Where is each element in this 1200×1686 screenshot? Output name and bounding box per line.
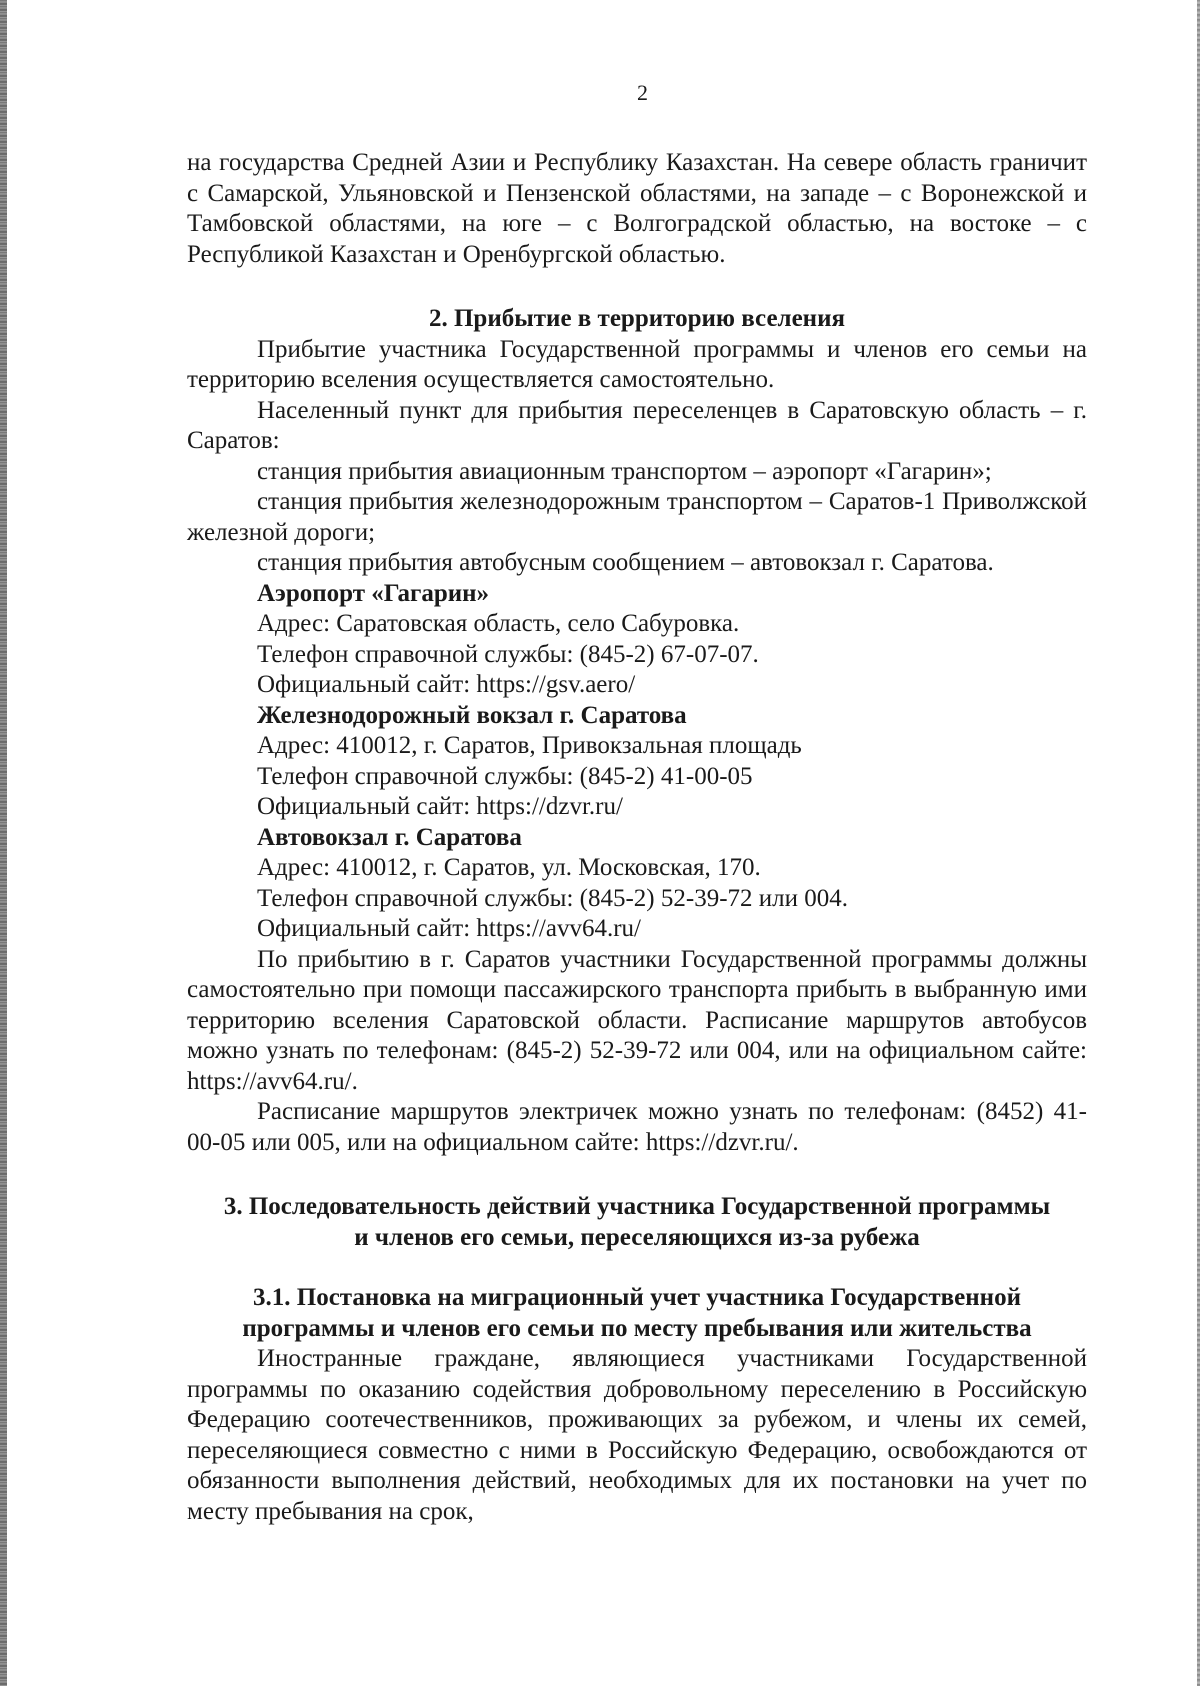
- section-2-paragraph-2: Населенный пункт для прибытия переселенцев в Саратовскую область – г. Саратов:: [187, 396, 1087, 454]
- section-2-heading: 2. Прибытие в территорию вселения: [428, 305, 845, 332]
- airport-site: Официальный сайт: https://gsv.aero/: [257, 671, 636, 698]
- document-body: [187, 148, 1087, 1527]
- bus-station-site: Официальный сайт: https://avv64.ru/: [257, 915, 641, 942]
- airport-title: Аэропорт «Гагарин»: [257, 579, 490, 607]
- section-3-1-heading-line-1: 3.1. Постановка на миграционный учет участника Государственной: [253, 1284, 1021, 1311]
- bus-station-title: Автовокзал г. Саратова: [257, 823, 522, 851]
- railway-address: Адрес: 410012, г. Саратов, Привокзальная площадь: [257, 732, 802, 759]
- railway-phone: Телефон справочной службы: (845-2) 41-00-05: [257, 762, 753, 790]
- section-3-1-paragraph-1: Иностранные граждане, являющиеся участниками Государственной программы по оказанию содействия добровольному переселению в Российскую Федерацию соотечественников, проживающих за рубежом, и члены их семей, переселяющиеся совместно с ними в Российскую Федерацию, освобождаются от обязанности выполнения действий, необходимых для их постановки на учет по месту пребывания на срок,: [187, 1345, 1087, 1525]
- section-3-1-heading-line-2: программы и членов его семьи по месту пребывания или жительства: [242, 1314, 1032, 1342]
- section-3-heading-line-2: и членов его семьи, переселяющихся из-за рубежа: [354, 1223, 920, 1251]
- section-2-paragraph-3: По прибытию в г. Саратов участники Государственной программы должны самостоятельно при помощи пассажирского транспорта прибыть в выбранную ими территорию вселения Саратовской области. Расписание маршрутов автобусов можно узнать по телефонам: (845-2) 52-39-72 или 004, или на официальном сайте: https://avv64.ru/.: [187, 945, 1087, 1095]
- intro-paragraph: на государства Средней Азии и Республику Казахстан. На севере область граничит с Самарской, Ульяновской и Пензенской областями, на западе – с Воронежской и Тамбовской областями, на юге – с Волгоградской областью, на востоке – с Республикой Казахстан и Оренбургской областью.: [187, 149, 1087, 268]
- scan-edge-left: [0, 0, 7, 1686]
- airport-phone: Телефон справочной службы: (845-2) 67-07-07.: [257, 640, 759, 668]
- section-2-paragraph-4: Расписание маршрутов электричек можно узнать по телефонам: (8452) 41-00-05 или 005, или на официальном сайте: https://dzvr.ru/.: [187, 1098, 1087, 1156]
- railway-site: Официальный сайт: https://dzvr.ru/: [257, 793, 623, 820]
- station-rail-line: станция прибытия железнодорожным транспортом – Саратов-1 Приволжской железной дороги;: [187, 488, 1087, 546]
- station-bus-line: станция прибытия автобусным сообщением – автовокзал г. Саратова.: [257, 549, 994, 576]
- section-3-heading-line-1: 3. Последовательность действий участника Государственной программы: [223, 1193, 1051, 1220]
- bus-station-address: Адрес: 410012, г. Саратов, ул. Московская, 170.: [257, 854, 761, 881]
- section-2-paragraph-1: Прибытие участника Государственной программы и членов его семьи на территорию вселения осуществляется самостоятельно.: [187, 335, 1087, 393]
- airport-address: Адрес: Саратовская область, село Сабуровка.: [257, 610, 740, 637]
- bus-station-phone: Телефон справочной службы: (845-2) 52-39-72 или 004.: [257, 884, 849, 912]
- page-number: 2: [637, 80, 648, 105]
- station-air-line: станция прибытия авиационным транспортом – аэропорт «Гагарин»;: [257, 457, 992, 485]
- railway-title: Железнодорожный вокзал г. Саратова: [257, 701, 687, 729]
